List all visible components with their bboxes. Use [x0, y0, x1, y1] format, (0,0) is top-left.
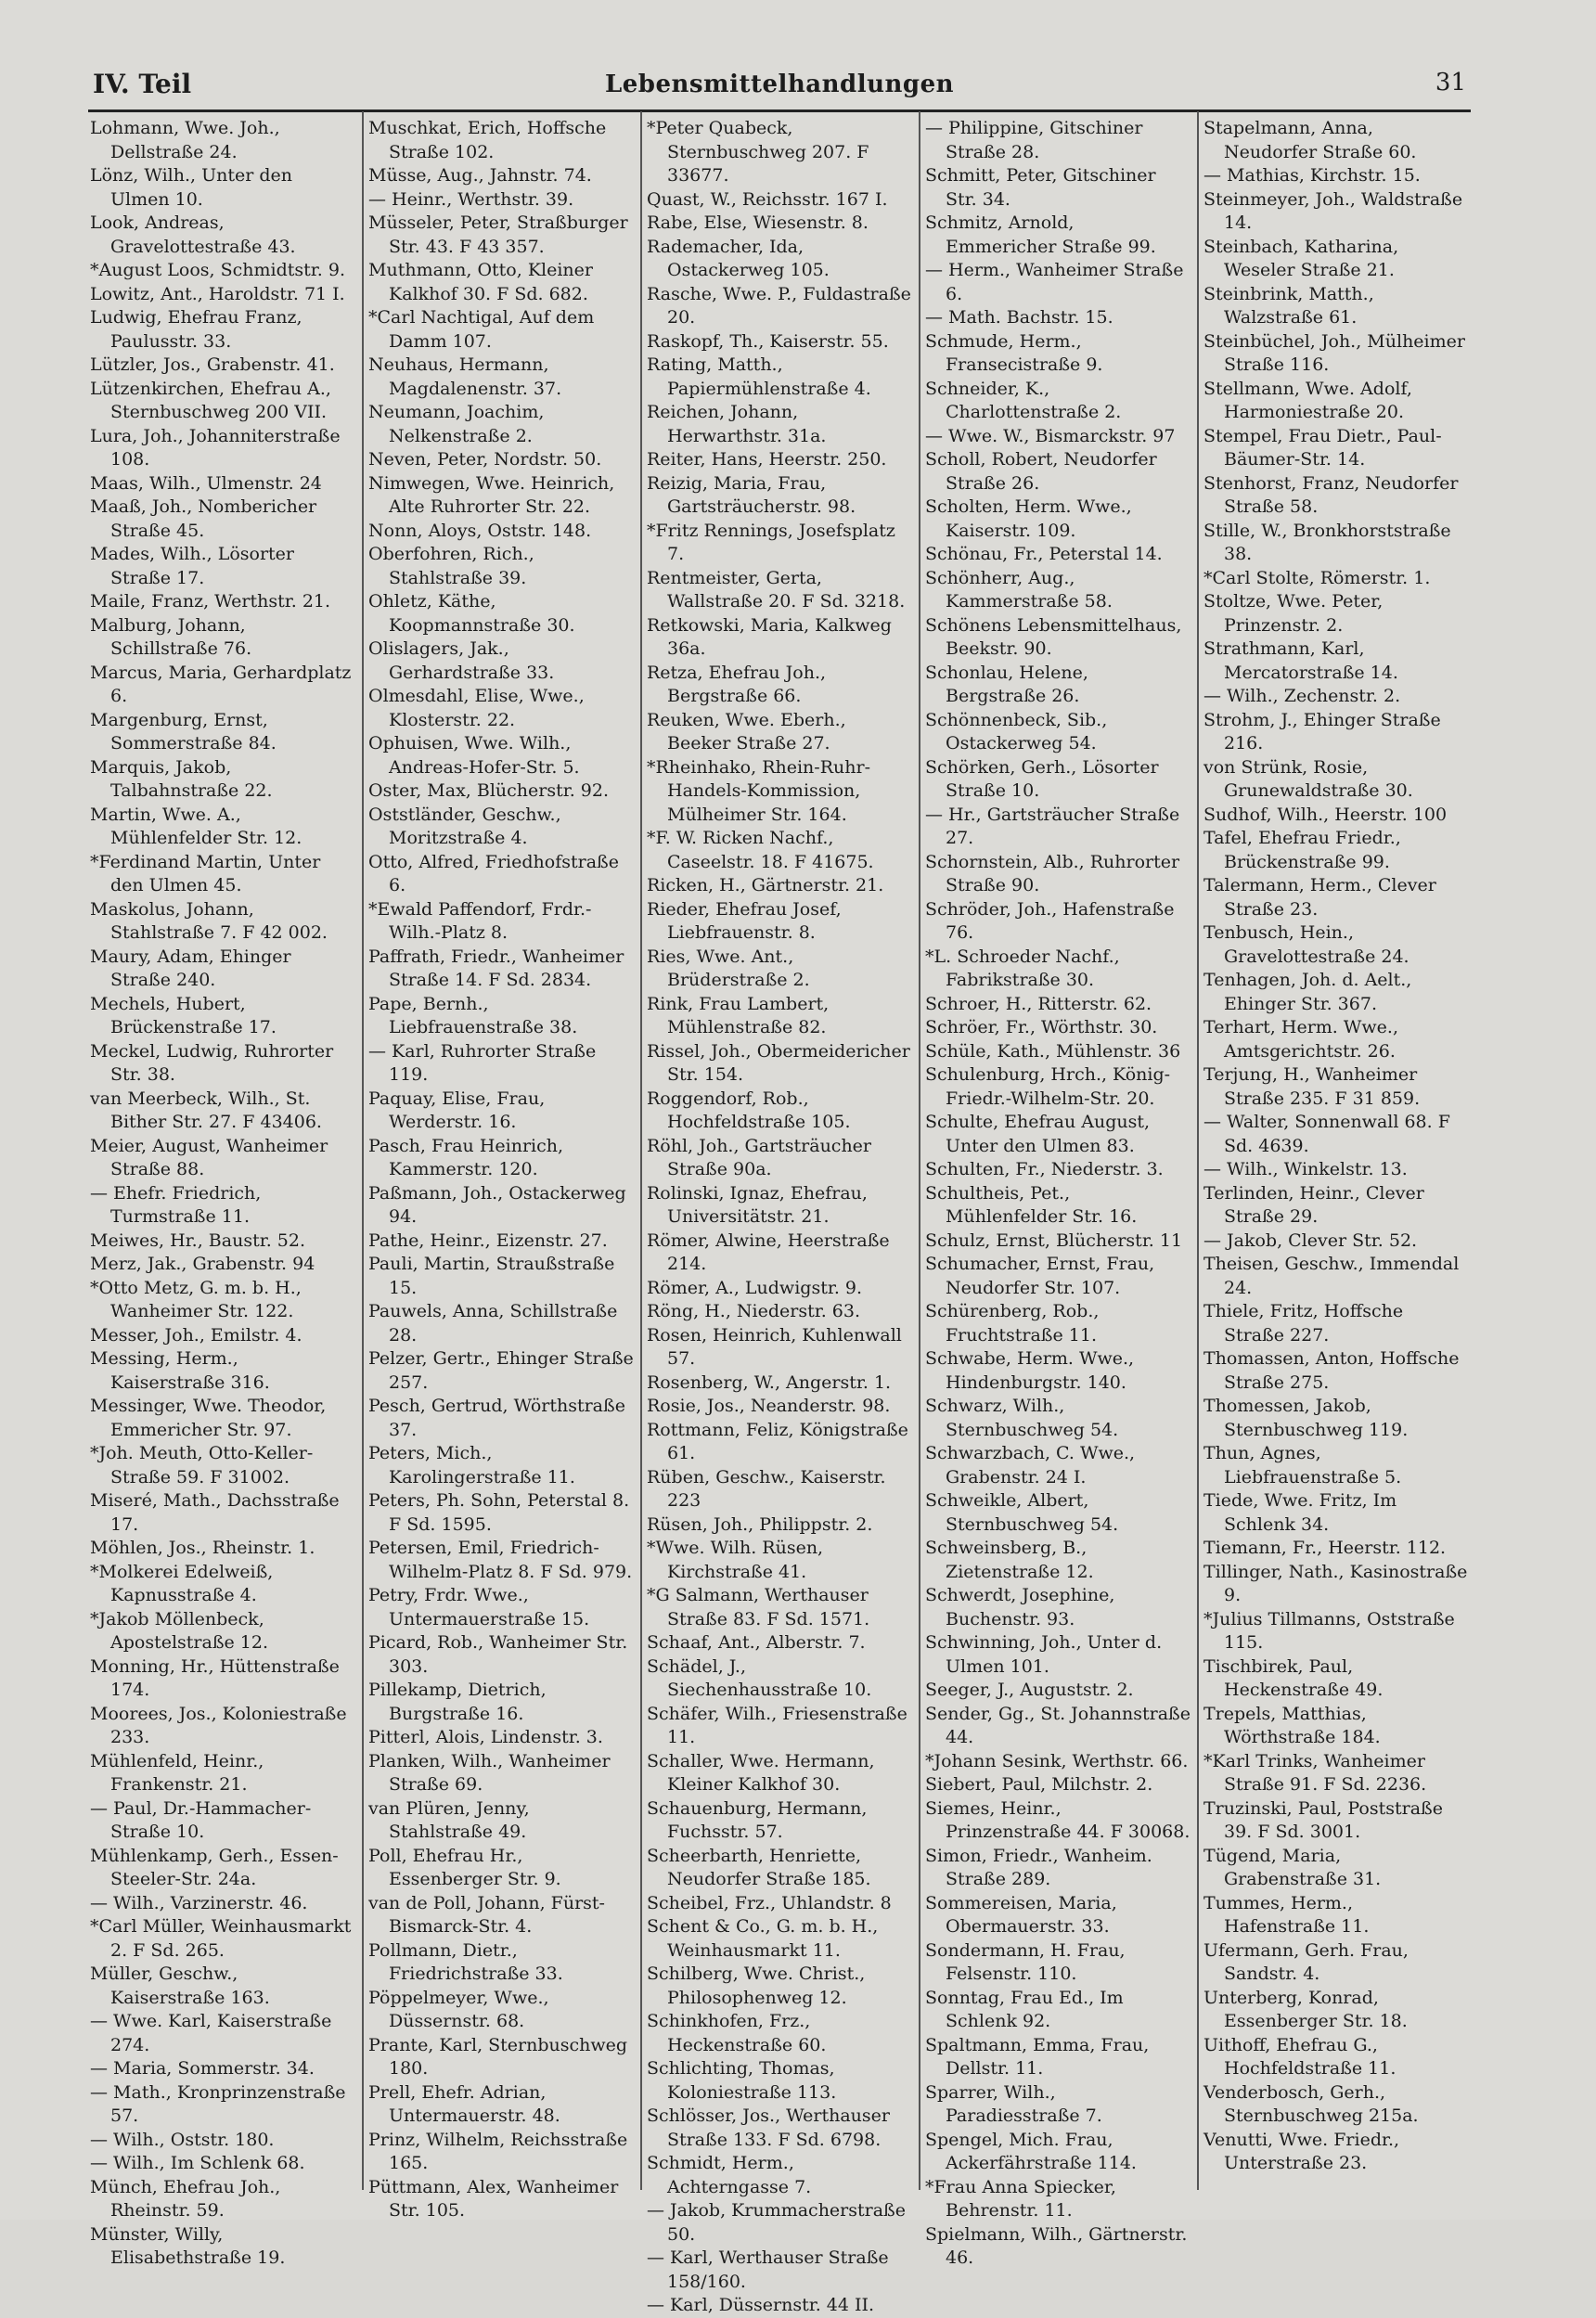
directory-entry: *L. Schroeder Nachf., Fabrikstraße 30.	[925, 946, 1120, 990]
directory-entry: Lowitz, Ant., Haroldstr. 71 I.	[90, 283, 345, 304]
directory-entry: Röng, H., Niederstr. 63.	[647, 1301, 861, 1321]
directory-entry: Lura, Joh., Johanniterstraße 108.	[90, 425, 341, 470]
directory-entry: Ries, Wwe. Ant., Brüderstraße 2.	[647, 946, 810, 990]
directory-entry: Tenhagen, Joh. d. Aelt., Ehinger Str. 367.	[1203, 970, 1412, 1014]
directory-entry: Mühlenkamp, Gerh., Essen-Steeler-Str. 24a.	[90, 1845, 339, 1889]
directory-entry: Sommereisen, Maria, Obermauerstr. 33.	[925, 1892, 1117, 1937]
directory-entry: Raskopf, Th., Kaiserstr. 55.	[647, 330, 889, 352]
directory-entry: — Paul, Dr.-Hammacher-Straße 10.	[90, 1797, 312, 1842]
directory-entry: Look, Andreas, Gravelottestraße 43.	[90, 212, 296, 257]
directory-entry: Ophuisen, Wwe. Wilh., Andreas-Hofer-Str. 5.	[368, 733, 580, 778]
directory-entry: Monning, Hr., Hüttenstraße 174.	[90, 1655, 340, 1700]
directory-entry: *August Loos, Schmidtstr. 9.	[90, 260, 345, 280]
directory-entry: Schönherr, Aug., Kammerstraße 58.	[925, 567, 1113, 612]
directory-entry: — Jakob, Clever Str. 52.	[1203, 1230, 1418, 1251]
directory-entry: Petersen, Emil, Friedrich-Wilhelm-Platz 8. F Sd. 979.	[368, 1538, 633, 1582]
column-5	[1203, 117, 1469, 2205]
directory-entry: *Carl Müller, Weinhausmarkt 2. F Sd. 265.	[90, 1916, 352, 1961]
directory-entry: Schroer, H., Ritterstr. 62.	[925, 993, 1152, 1014]
directory-entry: Rosie, Jos., Neanderstr. 98.	[647, 1396, 891, 1416]
directory-entry: Malburg, Johann, Schillstraße 76.	[90, 614, 252, 659]
directory-entry: Römer, Alwine, Heerstraße 214.	[647, 1230, 890, 1274]
directory-entry: Reiter, Hans, Heerstr. 250.	[647, 449, 887, 470]
directory-entry: Maury, Adam, Ehinger Straße 240.	[90, 946, 291, 990]
directory-entry: Rink, Frau Lambert, Mühlenstraße 82.	[647, 993, 830, 1037]
directory-entry: Rentmeister, Gerta, Wallstraße 20. F Sd. 3218.	[647, 567, 906, 612]
directory-entry: Sonntag, Frau Ed., Im Schlenk 92.	[925, 1987, 1124, 2031]
directory-entry: Pelzer, Gertr., Ehinger Straße 257.	[368, 1348, 634, 1393]
directory-entry: Martin, Wwe. A., Mühlenfelder Str. 12.	[90, 804, 302, 848]
directory-entry: Schörken, Gerh., Lösorter Straße 10.	[925, 756, 1159, 801]
directory-entry: — Karl, Düssernstr. 44 II.	[647, 2295, 875, 2315]
directory-entry: Paquay, Elise, Frau, Werderstr. 16.	[368, 1088, 546, 1132]
directory-entry: Ludwig, Ehefrau Franz, Paulusstr. 33.	[90, 307, 302, 352]
directory-entry: Schaller, Wwe. Hermann, Kleiner Kalkhof 30.	[647, 1750, 875, 1795]
directory-entry: — Hr., Gartsträucher Straße 27.	[925, 804, 1180, 848]
directory-entry: *Ewald Paffendorf, Frdr.-Wilh.-Platz 8.	[368, 898, 592, 943]
directory-entry: Tischbirek, Paul, Heckenstraße 49.	[1203, 1655, 1384, 1700]
directory-entry: Peters, Mich., Karolingerstraße 11.	[368, 1443, 575, 1487]
directory-entry: Planken, Wilh., Wanheimer Straße 69.	[368, 1750, 611, 1795]
directory-entry: Truzinski, Paul, Poststraße 39. F Sd. 3001.	[1203, 1797, 1443, 1842]
directory-entry: Stapelmann, Anna, Neudorfer Straße 60.	[1203, 118, 1417, 162]
directory-entry: — Walter, Sonnenwall 68. F Sd. 4639.	[1203, 1112, 1450, 1156]
directory-entry: Strathmann, Karl, Mercatorstraße 14.	[1203, 638, 1398, 683]
directory-entry: Muthmann, Otto, Kleiner Kalkhof 30. F Sd. 682.	[368, 260, 593, 304]
directory-entry: — Ehefr. Friedrich, Turmstraße 11.	[90, 1182, 262, 1227]
page-number: 31	[1435, 69, 1466, 97]
directory-entry: — Wilh., Zechenstr. 2.	[1203, 686, 1401, 706]
directory-entry: Ohletz, Käthe, Koopmannstraße 30.	[368, 591, 575, 636]
directory-entry: Maile, Franz, Werthstr. 21.	[90, 591, 331, 612]
directory-entry: Paßmann, Joh., Ostackerweg 94.	[368, 1182, 626, 1227]
directory-entry: — Wwe. Karl, Kaiserstraße 274.	[90, 2011, 332, 2055]
directory-entry: — Wilh., Winkelstr. 13.	[1203, 1159, 1408, 1179]
directory-entry: Nonn, Aloys, Oststr. 148.	[368, 520, 592, 541]
directory-entry: Neuhaus, Hermann, Magdalenenstr. 37.	[368, 354, 562, 399]
directory-entry: Schürenberg, Rob., Fruchtstraße 11.	[925, 1301, 1100, 1346]
directory-entry: Siemes, Heinr., Prinzenstraße 44. F 30068.	[925, 1797, 1191, 1842]
directory-entry: Maaß, Joh., Nombericher Straße 45.	[90, 496, 317, 541]
directory-entry: Talermann, Herm., Clever Straße 23.	[1203, 875, 1436, 920]
directory-entry: Rabe, Else, Wiesenstr. 8.	[647, 212, 869, 233]
directory-entry: Roggendorf, Rob., Hochfeldstraße 105.	[647, 1088, 851, 1132]
directory-entry: Stenhorst, Franz, Neudorfer Straße 58.	[1203, 472, 1459, 517]
directory-entry: *G Salmann, Werthauser Straße 83. F Sd. 1571.	[647, 1585, 870, 1629]
directory-entry: Rademacher, Ida, Ostackerweg 105.	[647, 236, 830, 280]
directory-entry: Tügend, Maria, Grabenstraße 31.	[1203, 1845, 1382, 1889]
directory-entry: Venutti, Wwe. Friedr., Unterstraße 23.	[1203, 2129, 1400, 2173]
directory-entry: Römer, A., Ludwigstr. 9.	[647, 1277, 863, 1298]
directory-entry: Sender, Gg., St. Johannstraße 44.	[925, 1703, 1191, 1747]
directory-entry: Ufermann, Gerh. Frau, Sandstr. 4.	[1203, 1939, 1409, 1984]
directory-entry: Pape, Bernh., Liebfrauenstraße 38.	[368, 993, 578, 1037]
directory-entry: von Strünk, Rosie, Grunewaldstraße 30.	[1203, 756, 1413, 801]
directory-entry: *Fritz Rennings, Josefsplatz 7.	[647, 520, 895, 564]
directory-entry: Siebert, Paul, Milchstr. 2.	[925, 1774, 1153, 1795]
directory-entry: Rating, Matth., Papiermühlenstraße 4.	[647, 354, 871, 399]
directory-entry: Pathe, Heinr., Eizenstr. 27.	[368, 1230, 608, 1251]
directory-entry: Tafel, Ehefrau Friedr., Brückenstraße 99.	[1203, 828, 1401, 872]
directory-entry: Terjung, H., Wanheimer Straße 235. F 31 859.	[1203, 1064, 1421, 1109]
directory-entry: Schwabe, Herm. Wwe., Hindenburgstr. 140.	[925, 1348, 1135, 1393]
directory-entry: Muschkat, Erich, Hoffsche Straße 102.	[368, 118, 607, 162]
directory-entry: Schinkhofen, Frz., Heckenstraße 60.	[647, 2011, 827, 2055]
directory-entry: Margenburg, Ernst, Sommerstraße 84.	[90, 709, 277, 753]
directory-entry: *F. W. Ricken Nachf., Caseelstr. 18. F 41675.	[647, 828, 874, 872]
directory-entry: Poll, Ehefrau Hr., Essenberger Str. 9.	[368, 1845, 561, 1889]
column-1	[90, 117, 355, 2268]
directory-entry: — Karl, Ruhrorter Straße 119.	[368, 1040, 597, 1085]
directory-entry: Schauenburg, Hermann, Fuchsstr. 57.	[647, 1797, 868, 1842]
column-3	[647, 117, 912, 2315]
directory-entry: Picard, Rob., Wanheimer Str. 303.	[368, 1632, 628, 1677]
directory-entry: Schröer, Fr., Wörthstr. 30.	[925, 1017, 1158, 1037]
directory-entry: Theisen, Geschw., Immendal 24.	[1203, 1254, 1460, 1298]
directory-entry: Meckel, Ludwig, Ruhrorter Str. 38.	[90, 1040, 334, 1085]
directory-entry: Müller, Geschw., Kaiserstraße 163.	[90, 1964, 270, 2008]
directory-entry: Tiede, Wwe. Fritz, Im Schlenk 34.	[1203, 1490, 1397, 1535]
directory-entry: Seeger, J., Auguststr. 2.	[925, 1680, 1134, 1700]
directory-entry: Rissel, Joh., Obermeidericher Str. 154.	[647, 1040, 910, 1085]
directory-entry: Schwinning, Joh., Unter d. Ulmen 101.	[925, 1632, 1163, 1677]
directory-entry: Sudhof, Wilh., Heerstr. 100	[1203, 804, 1448, 825]
directory-entry: *Ferdinand Martin, Unter den Ulmen 45.	[90, 851, 321, 895]
directory-entry: *Karl Trinks, Wanheimer Straße 91. F Sd. 2236.	[1203, 1750, 1427, 1795]
directory-entry: Steinbüchel, Joh., Mülheimer Straße 116.	[1203, 330, 1465, 375]
directory-entry: Schäfer, Wilh., Friesenstraße 11.	[647, 1703, 907, 1747]
directory-entry: Trepels, Matthias, Wörthstraße 184.	[1203, 1703, 1381, 1747]
directory-entry: Schneider, K., Charlottenstraße 2.	[925, 378, 1122, 422]
directory-entry: Pillekamp, Dietrich, Burgstraße 16.	[368, 1680, 547, 1724]
directory-entry: Merz, Jak., Grabenstr. 94	[90, 1254, 315, 1274]
directory-entry: — Math., Kronprinzenstraße 57.	[90, 2081, 346, 2126]
directory-entry: Retkowski, Maria, Kalkweg 36a.	[647, 614, 892, 659]
directory-entry: Schmitz, Arnold, Emmericher Straße 99.	[925, 212, 1156, 257]
directory-entry: *Joh. Meuth, Otto-Keller-Straße 59. F 31002.	[90, 1443, 314, 1487]
directory-entry: Nimwegen, Wwe. Heinrich, Alte Ruhrorter Str. 22.	[368, 472, 615, 517]
directory-entry: *Julius Tillmanns, Oststraße 115.	[1203, 1608, 1455, 1653]
directory-entry: Schulenburg, Hrch., König-Friedr.-Wilhelm-Str. 20.	[925, 1064, 1171, 1109]
directory-entry: Rosenberg, W., Angerstr. 1.	[647, 1371, 892, 1393]
directory-entry: Münster, Willy, Elisabethstraße 19.	[90, 2223, 286, 2268]
directory-entry: Thomassen, Anton, Hoffsche Straße 275.	[1203, 1348, 1460, 1393]
directory-entry: — Herm., Wanheimer Straße 6.	[925, 260, 1184, 304]
directory-entry: Rosen, Heinrich, Kuhlenwall 57.	[647, 1324, 902, 1369]
directory-entry: Rottmann, Feliz, Königstraße 61.	[647, 1419, 908, 1463]
directory-entry: Thiele, Fritz, Hoffsche Straße 227.	[1203, 1301, 1404, 1346]
directory-entry: Thomessen, Jakob, Sternbuschweg 119.	[1203, 1396, 1409, 1440]
directory-entry: Müsseler, Peter, Straßburger Str. 43. F 43 357.	[368, 212, 628, 257]
directory-entry: Reichen, Johann, Herwarthstr. 31a.	[647, 402, 827, 446]
directory-entry: Pasch, Frau Heinrich, Kammerstr. 120.	[368, 1135, 564, 1179]
directory-entry: Schönens Lebensmittelhaus, Beekstr. 90.	[925, 614, 1182, 659]
directory-entry: *Peter Quabeck, Sternbuschweg 207. F 33677.	[647, 118, 869, 186]
directory-entry: Paffrath, Friedr., Wanheimer Straße 14. F Sd. 2834.	[368, 946, 624, 990]
directory-entry: Terhart, Herm. Wwe., Amtsgerichtstr. 26.	[1203, 1017, 1398, 1062]
directory-entry: Messer, Joh., Emilstr. 4.	[90, 1324, 302, 1346]
directory-entry: Prell, Ehefr. Adrian, Untermauerstr. 48.	[368, 2081, 560, 2126]
directory-entry: Schönnenbeck, Sib., Ostackerweg 54.	[925, 709, 1108, 753]
directory-entry: — Math. Bachstr. 15.	[925, 307, 1113, 328]
directory-entry: Schulz, Ernst, Blücherstr. 11	[925, 1230, 1183, 1251]
directory-entry: Schmidt, Herm., Achterngasse 7.	[647, 2153, 812, 2197]
directory-entry: Rüsen, Joh., Philippstr. 2.	[647, 1513, 873, 1535]
directory-entry: Schweinsberg, B., Zietenstraße 12.	[925, 1538, 1094, 1582]
directory-entry: Prante, Karl, Sternbuschweg 180.	[368, 2034, 628, 2079]
directory-entry: Neumann, Joachim, Nelkenstraße 2.	[368, 402, 545, 446]
directory-entry: — Heinr., Werthstr. 39.	[368, 188, 574, 210]
directory-entry: Schweikle, Albert, Sternbuschweg 54.	[925, 1490, 1119, 1535]
directory-entry: Rüben, Geschw., Kaiserstr. 223	[647, 1466, 886, 1511]
directory-entry: Schumacher, Ernst, Frau, Neudorfer Str. 107.	[925, 1254, 1155, 1298]
directory-entry: Venderbosch, Gerh., Sternbuschweg 215a.	[1203, 2081, 1419, 2126]
directory-entry: Tenbusch, Hein., Gravelottestraße 24.	[1203, 922, 1409, 967]
page-title: Lebensmittelhandlungen	[604, 71, 955, 98]
directory-entry: *Frau Anna Spiecker, Behrenstr. 11.	[925, 2176, 1116, 2221]
directory-entry: Strohm, J., Ehinger Straße 216.	[1203, 709, 1441, 753]
directory-entry: Olislagers, Jak., Gerhardstraße 33.	[368, 638, 555, 683]
header-rule	[88, 109, 1471, 112]
column-divider	[640, 111, 642, 2190]
directory-entry: Müsse, Aug., Jahnstr. 74.	[368, 165, 592, 186]
directory-entry: Schilberg, Wwe. Christ., Philosophenweg 12.	[647, 1964, 866, 2008]
directory-entry: Miseré, Math., Dachsstraße 17.	[90, 1490, 340, 1535]
directory-entry: Lönz, Wilh., Unter den Ulmen 10.	[90, 165, 292, 210]
directory-entry: Püttmann, Alex, Wanheimer Str. 105.	[368, 2176, 619, 2221]
directory-entry: *Jakob Möllenbeck, Apostelstraße 12.	[90, 1608, 269, 1653]
directory-entry: Sondermann, H. Frau, Felsenstr. 110.	[925, 1939, 1126, 1984]
directory-entry: Ricken, H., Gärtnerstr. 21.	[647, 875, 884, 895]
directory-entry: Scheerbarth, Henriette, Neudorfer Straße 185.	[647, 1845, 871, 1889]
directory-entry: Schwarzbach, C. Wwe., Grabenstr. 24 I.	[925, 1443, 1136, 1487]
directory-entry: Schwerdt, Josephine, Buchenstr. 93.	[925, 1585, 1115, 1629]
directory-entry: — Maria, Sommerstr. 34.	[90, 2058, 315, 2079]
directory-entry: Meier, August, Wanheimer Straße 88.	[90, 1135, 328, 1179]
directory-entry: Schulten, Fr., Niederstr. 3.	[925, 1159, 1164, 1179]
directory-entry: — Philippine, Gitschiner Straße 28.	[925, 118, 1143, 162]
directory-entry: Mühlenfeld, Heinr., Frankenstr. 21.	[90, 1750, 264, 1795]
directory-entry: Schaaf, Ant., Alberstr. 7.	[647, 1632, 866, 1653]
directory-entry: Simon, Friedr., Wanheim. Straße 289.	[925, 1845, 1152, 1889]
directory-entry: Thun, Agnes, Liebfrauenstraße 5.	[1203, 1443, 1402, 1487]
part-label: IV. Teil	[93, 69, 192, 99]
directory-entry: Pauwels, Anna, Schillstraße 28.	[368, 1301, 618, 1346]
directory-entry: Oster, Max, Blücherstr. 92.	[368, 780, 610, 801]
directory-entry: Stille, W., Bronkhorststraße 38.	[1203, 520, 1451, 564]
directory-entry: Rolinski, Ignaz, Ehefrau, Universitätstr. 21.	[647, 1182, 868, 1227]
directory-entry: Lohmann, Wwe. Joh., Dellstraße 24.	[90, 118, 280, 162]
directory-entry: *Otto Metz, G. m. b. H., Wanheimer Str. 122.	[90, 1277, 302, 1321]
column-divider	[919, 111, 920, 2190]
directory-entry: Rieder, Ehefrau Josef, Liebfrauenstr. 8.	[647, 898, 842, 943]
directory-entry: Schüle, Kath., Mühlenstr. 36	[925, 1040, 1181, 1062]
directory-entry: Schultheis, Pet., Mühlenfelder Str. 16.	[925, 1182, 1138, 1227]
directory-entry: Schonlau, Helene, Bergstraße 26.	[925, 662, 1088, 706]
directory-entry: Sparrer, Wilh., Paradiesstraße 7.	[925, 2081, 1102, 2126]
directory-entry: Reizig, Maria, Frau, Gartsträucherstr. 98.	[647, 472, 856, 517]
directory-entry: — Jakob, Krummacherstraße 50.	[647, 2200, 906, 2245]
directory-entry: Marquis, Jakob, Talbahnstraße 22.	[90, 756, 273, 801]
directory-entry: Mechels, Hubert, Brückenstraße 17.	[90, 993, 277, 1037]
directory-entry: Oberfohren, Rich., Stahlstraße 39.	[368, 544, 534, 588]
directory-entry: Steinmeyer, Joh., Waldstraße 14.	[1203, 188, 1463, 233]
directory-entry: Pitterl, Alois, Lindenstr. 3.	[368, 1727, 603, 1747]
directory-entry: Schmude, Herm., Fransecistraße 9.	[925, 330, 1103, 375]
directory-entry: Spaltmann, Emma, Frau, Dellstr. 11.	[925, 2034, 1150, 2079]
directory-entry: Petry, Frdr. Wwe., Untermauerstraße 15.	[368, 1585, 590, 1629]
column-divider	[1197, 111, 1199, 2190]
directory-entry: Retza, Ehefrau Joh., Bergstraße 66.	[647, 662, 827, 706]
directory-entry: Prinz, Wilhelm, Reichsstraße 165.	[368, 2129, 628, 2173]
directory-entry: Messinger, Wwe. Theodor, Emmericher Str. 97.	[90, 1396, 327, 1440]
directory-entry: Uithoff, Ehefrau G., Hochfeldstraße 11.	[1203, 2034, 1396, 2079]
directory-entry: Moorees, Jos., Koloniestraße 233.	[90, 1703, 347, 1747]
directory-entry: Maas, Wilh., Ulmenstr. 24	[90, 472, 322, 494]
directory-entry: Schwarz, Wilh., Sternbuschweg 54.	[925, 1396, 1119, 1440]
directory-entry: — Karl, Werthauser Straße 158/160.	[647, 2247, 889, 2292]
directory-entry: Lützler, Jos., Grabenstr. 41.	[90, 354, 335, 375]
directory-entry: Schornstein, Alb., Ruhrorter Straße 90.	[925, 851, 1180, 895]
directory-entry: — Wilh., Varzinerstr. 46.	[90, 1892, 308, 1913]
directory-entry: — Wwe. W., Bismarckstr. 97	[925, 425, 1176, 446]
directory-entry: Tillinger, Nath., Kasinostraße 9.	[1203, 1561, 1468, 1605]
directory-entry: van de Poll, Johann, Fürst-Bismarck-Str. 4.	[368, 1892, 605, 1937]
directory-entry: *Molkerei Edelweiß, Kapnusstraße 4.	[90, 1561, 274, 1605]
directory-entry: *Wwe. Wilh. Rüsen, Kirchstraße 41.	[647, 1538, 824, 1582]
directory-entry: Schlichting, Thomas, Koloniestraße 113.	[647, 2058, 837, 2103]
page-header	[93, 69, 1466, 106]
directory-entry: Unterberg, Konrad, Essenberger Str. 18.	[1203, 1987, 1408, 2031]
directory-entry: Scholl, Robert, Neudorfer Straße 26.	[925, 449, 1157, 494]
directory-entry: Steinbach, Katharina, Weseler Straße 21.	[1203, 236, 1399, 280]
directory-entry: Neven, Peter, Nordstr. 50.	[368, 449, 602, 470]
directory-entry: — Wilh., Im Schlenk 68.	[90, 2153, 305, 2173]
directory-entry: *Johann Sesink, Werthstr. 66.	[925, 1750, 1189, 1771]
directory-entry: Spengel, Mich. Frau, Ackerfährstraße 114.	[925, 2129, 1137, 2173]
directory-entry: Tiemann, Fr., Heerstr. 112.	[1203, 1538, 1447, 1558]
directory-entry: Peters, Ph. Sohn, Peterstal 8. F Sd. 1595.	[368, 1490, 630, 1535]
directory-entry: Schönau, Fr., Peterstal 14.	[925, 544, 1163, 564]
column-divider	[362, 111, 364, 2190]
column-2	[368, 117, 634, 2221]
directory-entry: Schulte, Ehefrau August, Unter den Ulmen 83.	[925, 1112, 1151, 1156]
directory-entry: Rasche, Wwe. P., Fuldastraße 20.	[647, 283, 911, 328]
directory-entry: Pöppelmeyer, Wwe., Düssernstr. 68.	[368, 1987, 549, 2031]
directory-entry: Schlösser, Jos., Werthauser Straße 133. F Sd. 6798.	[647, 2106, 890, 2150]
directory-entry: van Meerbeck, Wilh., St. Bither Str. 27. F 43406.	[90, 1088, 322, 1132]
directory-entry: *Rheinhako, Rhein-Ruhr-Handels-Kommission, Mülheimer Str. 164.	[647, 756, 870, 825]
directory-entry: Münch, Ehefrau Joh., Rheinstr. 59.	[90, 2176, 281, 2221]
directory-entry: Möhlen, Jos., Rheinstr. 1.	[90, 1538, 315, 1558]
directory-entry: Stoltze, Wwe. Peter, Prinzenstr. 2.	[1203, 591, 1384, 636]
directory-entry: Messing, Herm., Kaiserstraße 316.	[90, 1348, 270, 1393]
directory-entry: Spielmann, Wilh., Gärtnerstr. 46.	[925, 2223, 1188, 2268]
directory-entry: Röhl, Joh., Gartsträucher Straße 90a.	[647, 1135, 872, 1179]
directory-entry: Tummes, Herm., Hafenstraße 11.	[1203, 1892, 1370, 1937]
directory-entry: Pauli, Martin, Straußstraße 15.	[368, 1254, 615, 1298]
directory-entry: Scheibel, Frz., Uhlandstr. 8	[647, 1892, 892, 1913]
directory-entry: — Wilh., Oststr. 180.	[90, 2129, 275, 2150]
directory-entry: Terlinden, Heinr., Clever Straße 29.	[1203, 1182, 1424, 1227]
directory-entry: Schmitt, Peter, Gitschiner Str. 34.	[925, 165, 1156, 210]
directory-entry: Pesch, Gertrud, Wörthstraße 37.	[368, 1396, 625, 1440]
directory-entry: Stempel, Frau Dietr., Paul-Bäumer-Str. 14.	[1203, 425, 1442, 470]
directory-entry: Stellmann, Wwe. Adolf, Harmoniestraße 20.	[1203, 378, 1412, 422]
directory-entry: Steinbrink, Matth., Walzstraße 61.	[1203, 283, 1374, 328]
directory-entry: Reuken, Wwe. Eberh., Beeker Straße 27.	[647, 709, 846, 753]
directory-entry: Otto, Alfred, Friedhofstraße 6.	[368, 851, 619, 895]
column-4	[925, 117, 1191, 2268]
directory-entry: Meiwes, Hr., Baustr. 52.	[90, 1230, 305, 1251]
directory-entry: Mades, Wilh., Lösorter Straße 17.	[90, 544, 295, 588]
directory-entry: Pollmann, Dietr., Friedrichstraße 33.	[368, 1939, 563, 1984]
directory-entry: Schent & Co., G. m. b. H., Weinhausmarkt 11.	[647, 1916, 879, 1961]
directory-entry: Quast, W., Reichsstr. 167 I.	[647, 188, 888, 210]
directory-entry: *Carl Nachtigal, Auf dem Damm 107.	[368, 307, 595, 352]
directory-entry: Marcus, Maria, Gerhardplatz 6.	[90, 662, 352, 706]
directory-entry: Scholten, Herm. Wwe., Kaiserstr. 109.	[925, 496, 1132, 541]
directory-entry: Schröder, Joh., Hafenstraße 76.	[925, 898, 1175, 943]
directory-entry: — Mathias, Kirchstr. 15.	[1203, 165, 1421, 186]
directory-entry: Oststländer, Geschw., Moritzstraße 4.	[368, 804, 561, 848]
directory-entry: van Plüren, Jenny, Stahlstraße 49.	[368, 1797, 530, 1842]
directory-entry: Lützenkirchen, Ehefrau A., Sternbuschweg 200 VII.	[90, 378, 331, 422]
directory-entry: Olmesdahl, Elise, Wwe., Klosterstr. 22.	[368, 686, 585, 730]
directory-entry: Maskolus, Johann, Stahlstraße 7. F 42 002.	[90, 898, 328, 943]
directory-entry: *Carl Stolte, Römerstr. 1.	[1203, 567, 1431, 588]
directory-entry: Schädel, J., Siechenhausstraße 10.	[647, 1655, 872, 1700]
